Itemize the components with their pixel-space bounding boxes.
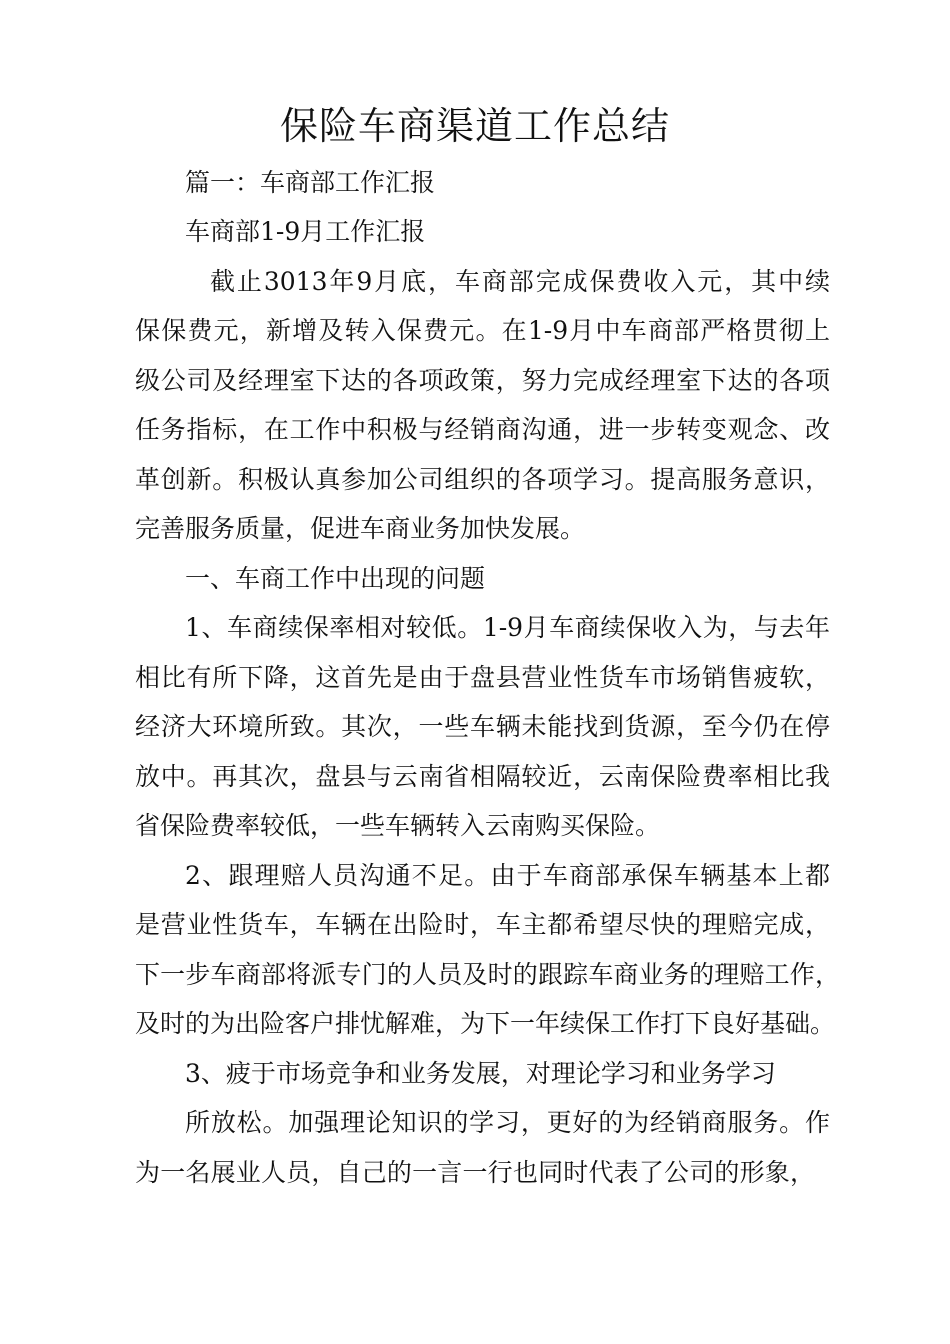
paragraph-line: 截止3013年9月底，车商部完成保费收入元，其中续 [210, 267, 830, 296]
section-heading: 一、车商工作中出现的问题 [185, 564, 486, 593]
paragraph-line: 1、车商续保率相对较低。1-9月车商续保收入为，与去年 [185, 613, 830, 642]
paragraph-line: 任务指标，在工作中积极与经销商沟通，进一步转变观念、改 [135, 415, 830, 444]
paragraph-line: 2、跟理赔人员沟通不足。由于车商部承保车辆基本上都 [185, 861, 830, 890]
paragraph-line: 级公司及经理室下达的各项政策，努力完成经理室下达的各项 [135, 366, 830, 395]
paragraph-line: 及时的为出险客户排忧解难，为下一年续保工作打下良好基础。 [135, 1009, 836, 1038]
paragraph-line: 下一步车商部将派专门的人员及时的跟踪车商业务的理赔工作， [135, 960, 840, 989]
paragraph-line: 放中。再其次，盘县与云南省相隔较近，云南保险费率相比我 [135, 762, 830, 791]
paragraph-line: 所放松。加强理论知识的学习，更好的为经销商服务。作 [185, 1108, 830, 1137]
document-title: 保险车商渠道工作总结 [279, 104, 670, 148]
paragraph-line: 省保险费率较低，一些车辆转入云南购买保险。 [135, 811, 661, 840]
paragraph-line: 相比有所下降，这首先是由于盘县营业性货车市场销售疲软， [135, 663, 830, 692]
section-heading: 篇一：车商部工作汇报 [185, 168, 436, 197]
paragraph-line: 3、疲于市场竞争和业务发展，对理论学习和业务学习 [185, 1059, 776, 1088]
paragraph-line: 革创新。积极认真参加公司组织的各项学习。提高服务意识， [135, 465, 830, 494]
paragraph-line: 保保费元，新增及转入保费元。在1-9月中车商部严格贯彻上 [135, 316, 830, 345]
subsection-heading: 车商部1-9月工作汇报 [185, 217, 426, 246]
paragraph-line: 是营业性货车，车辆在出险时，车主都希望尽快的理赔完成， [135, 910, 830, 939]
paragraph-line: 完善服务质量，促进车商业务加快发展。 [135, 514, 586, 543]
paragraph-line: 为一名展业人员，自己的一言一行也同时代表了公司的形象， [135, 1158, 815, 1187]
paragraph-line: 经济大环境所致。其次，一些车辆未能找到货源，至今仍在停 [135, 712, 830, 741]
